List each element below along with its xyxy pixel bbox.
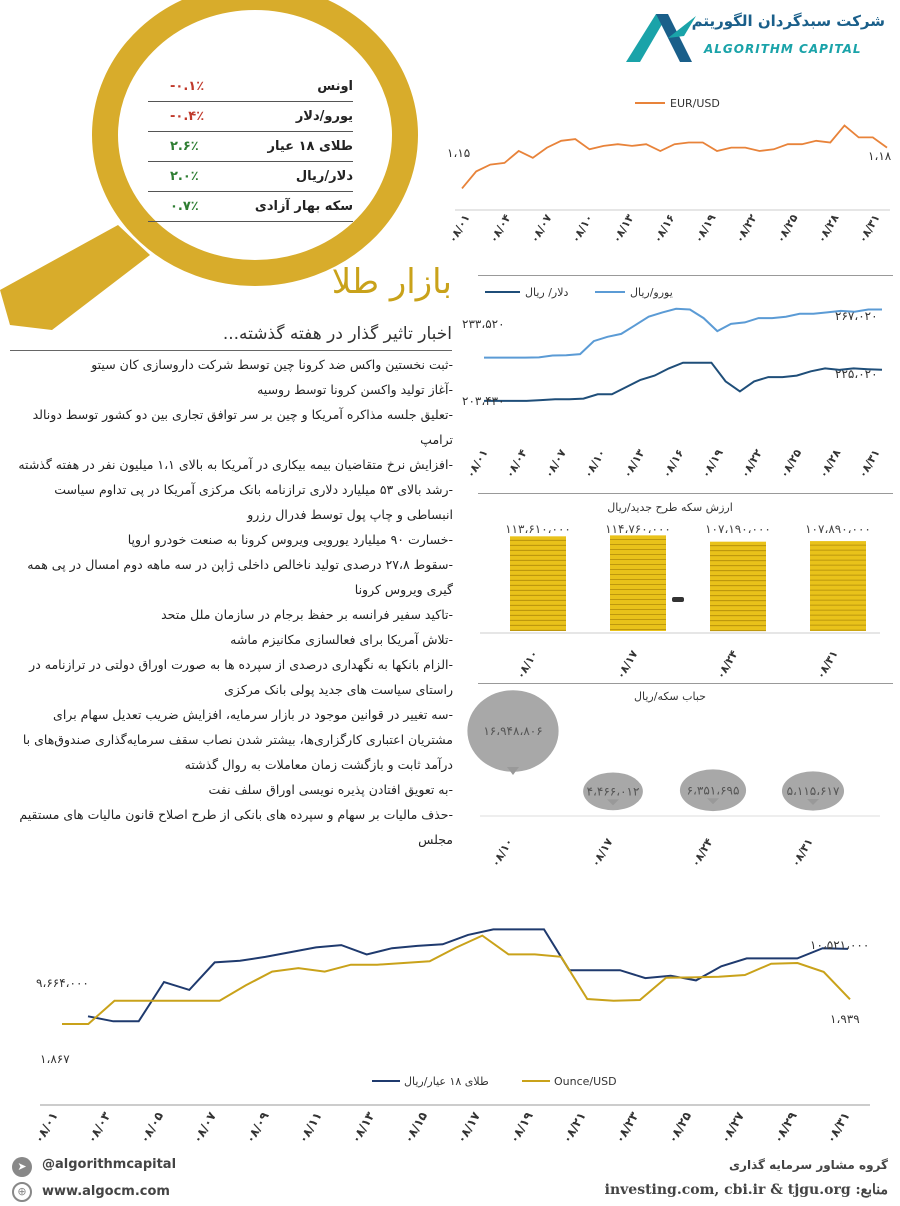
- bar: [810, 541, 866, 631]
- x-tick-label: ۰۸/۰۴: [503, 447, 530, 481]
- news-item: -حذف مالیات بر سهام و سپرده های بانکی از طرح اصلاح قانون مالیات های مستقیم مجلس: [19, 807, 453, 847]
- end-label: ۱،۹۳۹: [830, 1012, 860, 1026]
- x-tick-label: ۰۸/۱۶: [659, 447, 687, 481]
- x-tick-label: ۰۸/۳۱: [855, 447, 883, 481]
- legend-label: یورو/ریال: [630, 286, 673, 299]
- x-tick-label: ۰۸/۲۸: [816, 447, 844, 481]
- x-tick-label: ۰۸/۱۷: [454, 1109, 483, 1146]
- x-tick-label: ۰۸/۱۳: [620, 447, 648, 481]
- bubble-value-label: ۴،۴۶۶،۰۱۲: [586, 784, 640, 799]
- x-tick-label: ۰۸/۰۱: [463, 447, 491, 481]
- x-tick-label: ۰۸/۳۱: [788, 836, 816, 870]
- x-tick-label: ۰۸/۱۹: [691, 212, 719, 246]
- bar-value-label: ۱۱۴،۷۶۰،۰۰۰: [605, 522, 671, 536]
- x-tick-label: ۰۸/۳۱: [855, 212, 883, 246]
- x-tick-label: ۰۸/۱۶: [650, 212, 678, 246]
- x-tick-label: ۰۸/۱۳: [348, 1109, 378, 1146]
- x-tick-label: ۰۸/۱۰: [568, 212, 596, 246]
- weekly-row: [148, 72, 353, 102]
- brand-name-en: ALGORITHM CAPITAL: [704, 42, 862, 56]
- legend-label: دلار/ ریال: [525, 286, 569, 299]
- weekly-value: -۰.۴٪: [170, 109, 205, 124]
- start-label: ۱،۱۵: [447, 146, 471, 160]
- x-tick-label: ۰۸/۱۵: [401, 1109, 431, 1146]
- chart-title: ارزش سکه طرح جدید/ریال: [607, 501, 733, 514]
- series-line: [484, 363, 882, 401]
- news-item: -ثبت نخستین واکس ضد کرونا چین توسط شرکت داروسازی کان سیتو: [91, 357, 453, 372]
- weekly-value: -۰.۱٪: [170, 79, 205, 94]
- logo-icon: [620, 10, 698, 66]
- news-item: -تعلیق جلسه مذاکره آمریکا و چین بر سر توافق تجاری بین دو کشور توسط دونالد ترامپ: [32, 407, 453, 447]
- x-tick-label: ۰۸/۱۳: [609, 212, 637, 246]
- x-tick-label: ۰۸/۱۷: [588, 836, 616, 870]
- x-tick-label: ۰۸/۰۷: [542, 447, 569, 481]
- news-item: -افزایش نرخ متقاضیان بیمه بیکاری در آمریکا به بالای ۱،۱ میلیون نفر در هفته گذشته: [18, 457, 453, 472]
- news-item: -الزام بانکها به نگهداری درصدی از سپرده ها به صورت اوراق دولتی در ترازنامه در راستای سیاست های جدید پولی بانک مرکزی: [29, 657, 453, 697]
- weekly-label: سکه بهار آزادی: [254, 199, 353, 214]
- telegram-icon: ➤: [12, 1157, 32, 1177]
- x-tick-label: ۰۸/۰۱: [445, 212, 473, 246]
- weekly-value: ۰.۷٪: [170, 199, 199, 214]
- start-label: ۱،۸۶۷: [40, 1052, 70, 1066]
- chart-title: حباب سکه/ریال: [634, 690, 706, 703]
- footer: [0, 1150, 900, 1206]
- legend-label: Ounce/USD: [554, 1075, 617, 1088]
- news-item: -سه تغییر در قوانین موجود در بازار سرمایه، افزایش ضریب تعدیل سهام برای مشتریان اعتباری کارگزاری‌ها، بیشتر شدن نصاب سقف سرمایه‌گذاری صندوق‌های با درآمد ثابت و بازگشت زمان معاملات به روال گذشته: [22, 707, 453, 772]
- series-line: [484, 309, 882, 358]
- news-item: -تاکید سفیر فرانسه بر حفظ برجام در سازمان ملل متحد: [161, 607, 453, 622]
- weekly-row: [148, 132, 353, 162]
- bar: [510, 536, 566, 631]
- bubble-value-label: ۶،۳۵۱،۶۹۵: [686, 783, 740, 798]
- x-tick-label: ۰۸/۳۱: [813, 648, 841, 682]
- x-tick-label: ۰۸/۰۷: [190, 1109, 219, 1146]
- x-tick-label: ۰۸/۱۹: [506, 1109, 536, 1146]
- x-tick-label: ۰۸/۲۵: [777, 447, 805, 481]
- x-tick-label: ۰۸/۰۵: [137, 1109, 167, 1146]
- brand: [620, 8, 885, 68]
- weekly-label: طلای ۱۸ عیار: [267, 139, 353, 154]
- gold-chart: [0, 905, 900, 1155]
- x-tick-label: ۰۸/۱۰: [581, 447, 609, 481]
- weekly-label: دلار/ریال: [295, 169, 353, 184]
- weekly-value: ۲.۰٪: [170, 169, 199, 184]
- series-line: [462, 126, 887, 189]
- news-list: [10, 352, 453, 852]
- x-tick-label: ۰۸/۲۲: [738, 447, 765, 481]
- weekly-label: اونس: [317, 79, 353, 94]
- section-title: بازار طلا: [331, 262, 452, 302]
- x-tick-label: ۰۸/۰۷: [527, 212, 555, 246]
- bubble-value-label: ۵،۱۱۵،۶۱۷: [786, 783, 840, 798]
- news-title: اخبار تاثیر گذار در هفته گذشته...: [222, 324, 452, 344]
- legend-label: طلای ۱۸ عیار/ریال: [404, 1075, 489, 1088]
- bubble-value-label: ۱۶،۹۴۸،۸۰۶: [483, 724, 543, 738]
- brand-name-fa: شرکت سبدگردان الگوریتم: [691, 12, 885, 30]
- website-link[interactable]: www.algocm.com: [42, 1184, 170, 1199]
- eurusd-chart: [445, 85, 895, 255]
- weekly-row: [148, 102, 353, 132]
- start-label: ۲۳۳،۵۲۰: [462, 317, 505, 331]
- x-tick-label: ۰۸/۰۳: [84, 1109, 114, 1146]
- bar: [710, 542, 766, 631]
- weekly-row: [148, 192, 353, 222]
- fx-chart: [450, 280, 895, 485]
- bubble-chart: [450, 686, 895, 886]
- weekly-table: [148, 72, 353, 222]
- end-label: ۲۲۵،۰۲۰: [835, 367, 878, 381]
- x-tick-label: ۰۸/۲۸: [814, 212, 842, 246]
- x-tick-label: ۰۸/۲۴: [713, 648, 741, 682]
- x-tick-label: ۰۸/۲۵: [773, 212, 801, 246]
- x-tick-label: ۰۸/۲۷: [718, 1109, 747, 1146]
- bar-value-label: ۱۰۷،۸۹۰،۰۰۰: [805, 522, 871, 536]
- bar: [610, 535, 666, 631]
- end-label: ۱۰،۵۲۱،۰۰۰: [810, 938, 870, 952]
- x-tick-label: ۰۸/۲۱: [559, 1109, 589, 1146]
- x-tick-label: ۰۸/۰۹: [242, 1109, 272, 1146]
- x-tick-label: ۰۸/۰۱: [31, 1109, 61, 1146]
- end-label: ۱،۱۸: [868, 149, 892, 163]
- x-tick-label: ۰۸/۲۳: [612, 1109, 642, 1146]
- weekly-value: ۲.۶٪: [170, 139, 199, 154]
- start-label: ۲۰۳،۴۳۰: [462, 394, 505, 408]
- x-tick-label: ۰۸/۲۴: [688, 836, 716, 870]
- bar-value-label: ۱۱۳،۶۱۰،۰۰۰: [505, 522, 571, 536]
- end-label: ۲۶۷،۰۲۰: [835, 309, 878, 323]
- news-item: -رشد بالای ۵۳ میلیارد دلاری ترازنامه بانک مرکزی آمریکا در پی تداوم سیاست انبساطی و چاپ پول توسط فدرال رزرو: [54, 482, 453, 522]
- series-line: [62, 936, 850, 1024]
- news-item: -آغاز تولید واکسن کرونا توسط روسیه: [257, 382, 453, 397]
- group-name: گروه مشاور سرمایه گذاری: [729, 1158, 888, 1172]
- sources: منابع: investing.com, cbi.ir & tjgu.org: [604, 1182, 888, 1198]
- x-tick-label: ۰۸/۱۱: [295, 1109, 325, 1146]
- x-tick-label: ۰۸/۱۰: [513, 648, 541, 682]
- news-item: -به تعویق افتادن پذیره نویسی اوراق سلف نفت: [208, 782, 453, 797]
- x-tick-label: ۰۸/۰۴: [486, 212, 514, 246]
- x-tick-label: ۰۸/۱۰: [488, 836, 516, 870]
- start-label: ۹،۶۶۴،۰۰۰: [36, 976, 89, 990]
- x-tick-label: ۰۸/۱۹: [699, 447, 726, 481]
- coin-chart: [450, 495, 895, 680]
- x-tick-label: ۰۸/۲۲: [732, 212, 760, 246]
- weekly-caption: درصد تغییرات هفتگی: [10, 192, 87, 254]
- news-item: -تلاش آمریکا برای فعالسازی مکانیزم ماشه: [230, 632, 453, 647]
- weekly-row: [148, 162, 353, 192]
- telegram-handle[interactable]: @algorithmcapital: [42, 1157, 177, 1172]
- x-tick-label: ۰۸/۱۷: [613, 648, 641, 682]
- x-tick-label: ۰۸/۲۹: [770, 1109, 800, 1146]
- weekly-label: یورو/دلار: [295, 109, 353, 124]
- news-item: -سقوط ۲۷،۸ درصدی تولید ناخالص داخلی ژاپن در سه ماهه دوم امسال در پی همه گیری ویروس کرونا: [27, 557, 453, 597]
- globe-icon: ⊕: [12, 1182, 32, 1202]
- x-tick-label: ۰۸/۳۱: [823, 1109, 853, 1146]
- x-tick-label: ۰۸/۲۵: [665, 1109, 695, 1146]
- marker: [672, 597, 684, 602]
- bar-value-label: ۱۰۷،۱۹۰،۰۰۰: [705, 522, 771, 536]
- legend-label: EUR/USD: [670, 97, 720, 110]
- news-item: -خسارت ۹۰ میلیارد یورویی ویروس کرونا به صنعت خودرو اروپا: [127, 532, 453, 547]
